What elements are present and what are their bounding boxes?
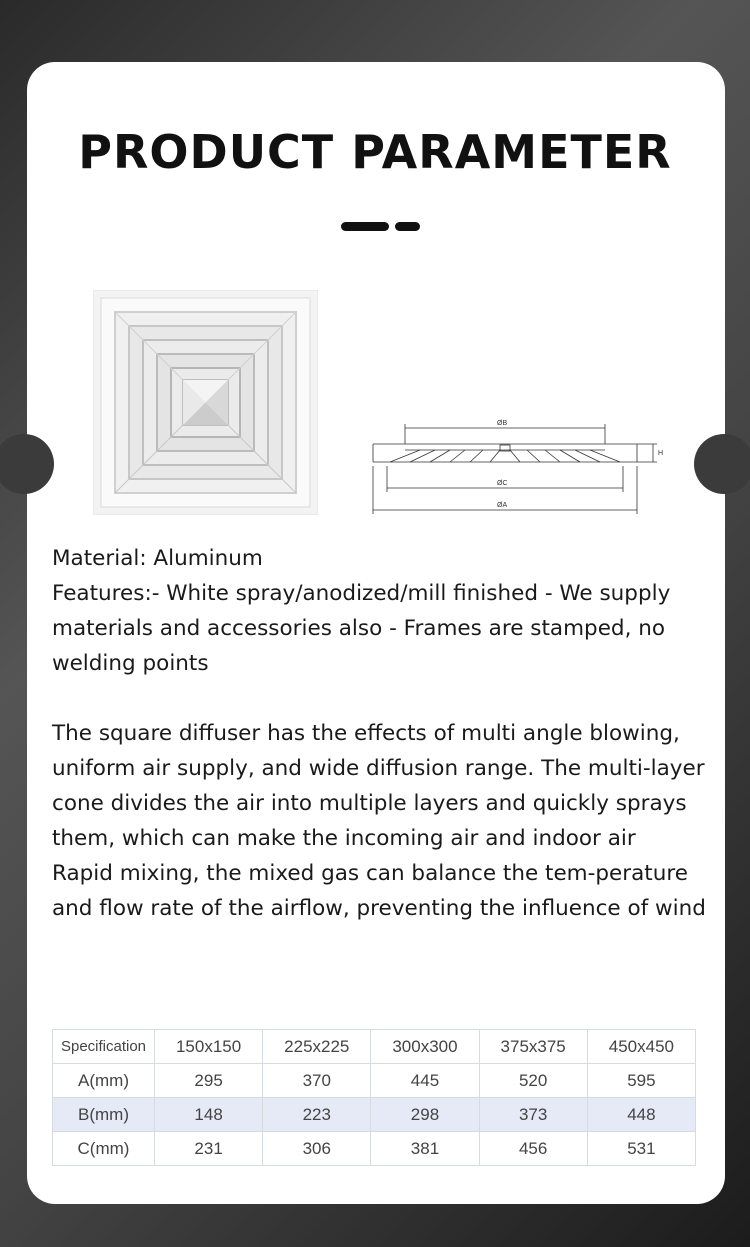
table-header-cell: 150x150: [155, 1030, 263, 1064]
table-cell: B(mm): [53, 1098, 155, 1132]
table-cell: 298: [371, 1098, 479, 1132]
features-text: Features:- White spray/anodized/mill finished - We supply materials and accessories also - Frames are stamped, no welding points: [52, 581, 671, 676]
table-cell: 520: [479, 1064, 587, 1098]
table-header-cell: Specification: [53, 1030, 155, 1064]
dim-label-c: ØC: [497, 480, 508, 487]
table-header-cell: 450x450: [587, 1030, 695, 1064]
table-cell: C(mm): [53, 1132, 155, 1166]
diffuser-dimension-drawing: [365, 410, 665, 515]
table-cell: 531: [587, 1132, 695, 1166]
table-cell: 231: [155, 1132, 263, 1166]
description-paragraph-1: The square diffuser has the effects of multi angle blowing, uniform air supply, and wide diffusion range. The multi-layer cone divides the air into multiple layers and quickly sprays them, which can make the incoming air and indoor air: [52, 721, 705, 851]
decorative-notch-right: [694, 434, 750, 494]
table-cell: 223: [263, 1098, 371, 1132]
title-underline-short: [395, 222, 420, 231]
table-header-cell: 375x375: [479, 1030, 587, 1064]
table-header-cell: 225x225: [263, 1030, 371, 1064]
title-underline-long: [341, 222, 389, 231]
description-block: [52, 716, 712, 926]
specification-table: [52, 1029, 696, 1166]
table-cell: 148: [155, 1098, 263, 1132]
table-row: [53, 1064, 696, 1098]
dim-label-b: ØB: [497, 420, 508, 427]
table-row: [53, 1132, 696, 1166]
description-paragraph-2: Rapid mixing, the mixed gas can balance the tem-perature and flow rate of the airflow, preventing the influence of wind: [52, 861, 706, 921]
diffuser-product-photo: [93, 290, 318, 515]
dim-label-h: H: [658, 450, 664, 457]
table-header-row: [53, 1030, 696, 1064]
table-cell: 445: [371, 1064, 479, 1098]
table-cell: 373: [479, 1098, 587, 1132]
table-cell: 456: [479, 1132, 587, 1166]
material-features-block: [52, 541, 712, 681]
table-cell: 370: [263, 1064, 371, 1098]
table-header-cell: 300x300: [371, 1030, 479, 1064]
table-row: [53, 1098, 696, 1132]
table-cell: 381: [371, 1132, 479, 1166]
dim-label-a: ØA: [497, 502, 508, 509]
table-cell: 295: [155, 1064, 263, 1098]
table-cell: 306: [263, 1132, 371, 1166]
material-text: Material: Aluminum: [52, 546, 263, 571]
table-cell: A(mm): [53, 1064, 155, 1098]
page-title: PRODUCT PARAMETER: [78, 125, 672, 179]
table-cell: 595: [587, 1064, 695, 1098]
table-cell: 448: [587, 1098, 695, 1132]
